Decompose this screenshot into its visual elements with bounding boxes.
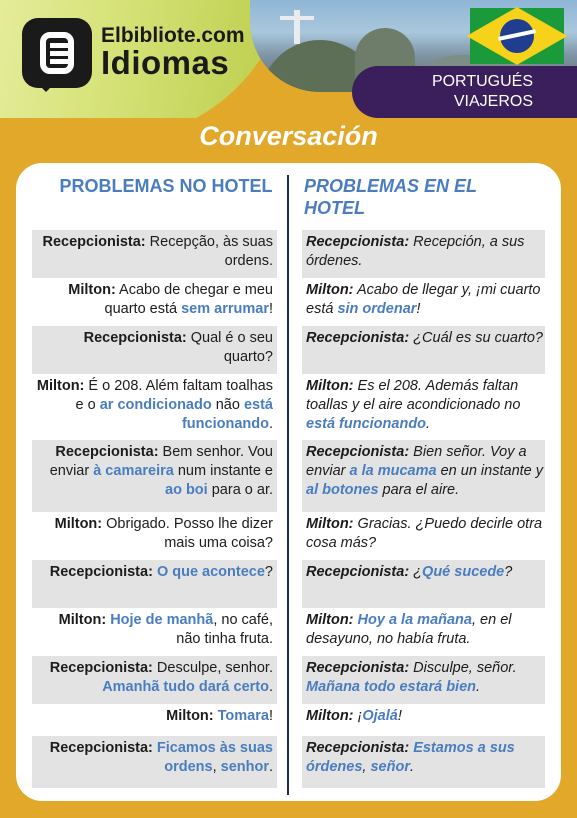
badge-language: PORTUGUÉS [431,73,533,90]
speaker-name: Recepcionista: [42,234,146,250]
speaker-name: Milton: [306,708,354,724]
spanish-line [302,374,545,440]
portuguese-line [32,656,277,704]
line-text: Acabo de llegar y, ¡mi cuarto está [306,282,541,317]
line-text: para o ar. [207,482,273,498]
highlighted-phrase: Hoje de manhã [110,612,214,628]
highlighted-phrase: ao boi [165,482,208,498]
highlighted-phrase: Mañana todo estará bien [306,679,477,695]
line-text: . [476,679,481,695]
highlighted-phrase: sin ordenar [337,301,417,317]
dialogue-row [32,512,545,560]
portuguese-line [32,230,277,278]
speaker-name: Recepcionista: [83,330,187,346]
column-title-spanish-line1: PROBLEMAS EN EL [304,176,478,196]
spanish-line [302,326,545,374]
speaker-name: Milton: [58,612,107,628]
speaker-name: Recepcionista: [49,740,153,756]
speaker-name: Recepcionista: [306,444,410,460]
column-title-spanish-line2: HOTEL [304,198,365,218]
line-text: , [362,759,371,775]
line-text: Qual é o seu quarto? [186,330,273,365]
portuguese-line [32,512,277,560]
line-text: . [268,416,273,432]
line-text: , [212,759,221,775]
spanish-line [302,560,545,608]
line-text: É o 208. Além faltam toalhas e o [75,378,273,413]
course-badge [352,66,577,118]
page-title: Conversación [199,121,378,151]
speaker-name: Milton: [36,378,85,394]
line-text: Recepción, a sus órdenes. [306,234,525,269]
conversation-card [16,163,561,801]
highlighted-phrase: Hoy a la mañana [357,612,472,628]
highlighted-phrase: está funcionando [181,397,273,432]
spanish-line [302,736,545,788]
dialogue-row [32,326,545,374]
line-text: ? [264,564,273,580]
highlighted-phrase: senhor [220,759,269,775]
highlighted-phrase: à camareira [93,463,174,479]
spanish-line [302,278,545,326]
highlighted-phrase: sem arrumar [181,301,269,317]
dialogue-row [32,704,545,736]
line-text: . [268,759,273,775]
dialogue-row [32,230,545,278]
logo-speech-icon[interactable] [22,18,92,88]
highlighted-phrase: está funcionando [306,416,427,432]
line-text: , no café, não tinha fruta. [176,612,273,647]
badge-level: VIAJEROS [453,93,533,110]
line-text: Bien señor. Voy a enviar [306,444,527,479]
highlighted-phrase: Amanhã tudo dará certo [102,679,269,695]
dialogue-row [32,278,545,326]
line-text: Desculpe, senhor. [152,660,273,676]
portuguese-line [32,608,277,656]
highlighted-phrase: Qué sucede [422,564,505,580]
line-text: Recepção, às suas ordens. [145,234,273,269]
speaker-name: Milton: [306,378,354,394]
speaker-name: Milton: [306,516,354,532]
dialogue-row [32,736,545,788]
portuguese-line [32,326,277,374]
line-text: ¡ [353,708,363,724]
brazil-flag-icon [470,8,564,64]
line-text: Acabo de chegar e meu quarto está [104,282,273,317]
line-text: ¿ [409,564,423,580]
spanish-line [302,230,545,278]
highlighted-phrase: señor [370,759,410,775]
speaker-name: Recepcionista: [49,564,153,580]
line-text: en un instante y [436,463,544,479]
highlighted-phrase: Tomara [217,708,269,724]
line-text: Gracias. ¿Puedo decirle otra cosa más? [306,516,543,551]
header [0,0,577,118]
line-text: . [409,759,415,775]
speaker-name: Recepcionista: [306,660,410,676]
flag-globe [500,19,534,53]
speaker-name: Recepcionista: [306,740,410,756]
speaker-name: Recepcionista: [306,234,410,250]
portuguese-line [32,440,277,512]
column-title-spanish [304,175,544,219]
portuguese-line [32,278,277,326]
highlighted-phrase: O que acontece [156,564,265,580]
portuguese-line [32,736,277,788]
highlighted-phrase: Ojalá [362,708,398,724]
portuguese-line [32,704,277,736]
highlighted-phrase: Ficamos às suas ordens [156,740,273,775]
christ-statue-arms [280,16,314,20]
highlighted-phrase: Estamos a sus órdenes [306,740,515,775]
speaker-name: Milton: [68,282,116,298]
brand-name[interactable]: Idiomas [101,44,230,81]
speaker-name: Milton: [306,612,354,628]
spanish-line [302,608,545,656]
portuguese-line [32,560,277,608]
spanish-line [302,512,545,560]
spanish-line [302,704,545,736]
speaker-name: Recepcionista: [306,564,410,580]
highlighted-phrase: al botones [306,482,379,498]
line-text: ? [504,564,513,580]
speaker-name: Milton: [54,516,103,532]
dialogue-row [32,440,545,512]
line-text: ! [416,301,421,317]
line-text: . [268,679,273,695]
line-text: ! [397,708,402,724]
line-text: Disculpe, señor. [409,660,517,676]
dialogue-row [32,608,545,656]
spanish-line [302,656,545,704]
highlighted-phrase: ar condicionado [99,397,212,413]
speaker-name: Recepcionista: [306,330,410,346]
speaker-name: Milton: [166,708,214,724]
line-text: , en el desayuno, no había fruta. [306,612,512,647]
line-text: não [211,397,244,413]
brand-site[interactable]: Elbibliote.com [101,24,245,47]
line-text: ! [268,301,273,317]
speaker-name: Milton: [306,282,354,298]
portuguese-line [32,374,277,440]
highlighted-phrase: a la mucama [349,463,437,479]
line-text: . [426,416,431,432]
dialogue-row [32,374,545,440]
line-text: Es el 208. Además faltan toallas y el aire acondicionado no [306,378,521,413]
line-text: Bem senhor. Vou enviar [49,444,273,479]
line-text: num instante e [173,463,273,479]
logo-e-mark [40,32,74,74]
spanish-line [302,440,545,512]
dialogue-row [32,656,545,704]
speaker-name: Recepcionista: [49,660,153,676]
line-text: Obrigado. Posso lhe dizer mais uma coisa? [102,516,273,551]
logo-speech-tail [32,78,60,92]
line-text: ¿Cuál es su cuarto? [409,330,543,346]
line-text: para el aire. [378,482,460,498]
speaker-name: Recepcionista: [55,444,159,460]
column-title-portuguese: PROBLEMAS NO HOTEL [59,176,273,196]
dialogue-row [32,560,545,608]
line-text: ! [268,708,273,724]
